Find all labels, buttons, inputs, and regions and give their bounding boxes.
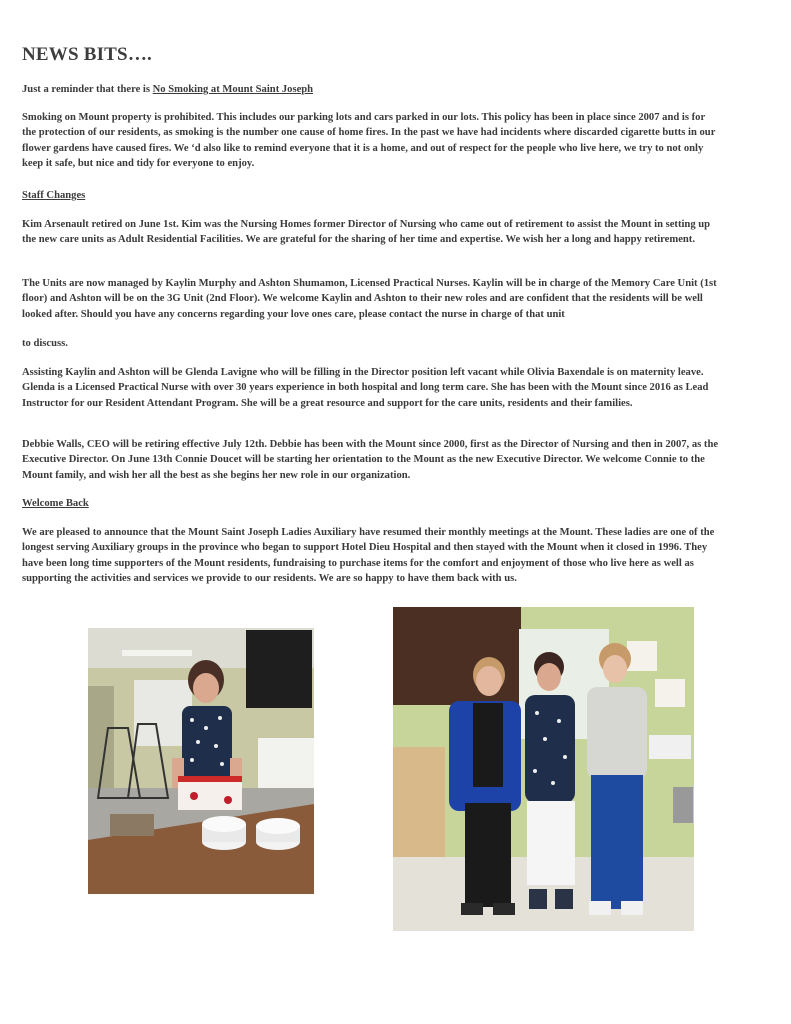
staff-paragraph-units-end: to discuss. bbox=[22, 338, 68, 349]
no-smoking-heading: No Smoking at Mount Saint Joseph bbox=[152, 84, 314, 95]
retirement-cake-photo bbox=[88, 628, 314, 894]
staff-paragraph-glenda: Assisting Kaylin and Ashton will be Glenda Lavigne who will be filling in the Director position left vacant while Olivia Baxendale is on maternity leave. Glenda is a Licensed Practical Nurse with over 30 years experience in both hospital and long term care. She has been with the Mount since 2016 as Lead Instructor for our Resident Attendant Program. She will be a great resource and support for the care units, residents and their families. bbox=[22, 367, 709, 409]
no-smoking-reminder bbox=[22, 82, 720, 97]
photo-retirement-cake-icon bbox=[88, 628, 314, 894]
page-title: NEWS BITS…. bbox=[22, 44, 152, 65]
smoking-paragraph: Smoking on Mount property is prohibited. This includes our parking lots and cars parked in our lots. This policy has been in place since 2007 and is for the protection of our residents, as smoking is the number one cause of home fires. In the past we have had incidents where discarded cigarette butts in our flower gardens have caused fires. We ‘d also like to remind everyone that it is a home, and out of respect for the people who live here, we try to not only keep it safe, but nice and tidy for everyone to enjoy. bbox=[22, 112, 716, 169]
staff-changes-heading: Staff Changes bbox=[22, 190, 86, 201]
welcome-back-paragraph: We are pleased to announce that the Mount Saint Joseph Ladies Auxiliary have resumed their monthly meetings at the Mount. These ladies are one of the longest serving Auxiliary groups in the province who began to support Hotel Dieu Hospital and then stayed with the Mount when it closed in 1996. They have been long time supporters of the Mount residents, fundraising to purchase items for the comfort and enjoyment of those who live here as well as supporting the activities and services we provide to our residents. We are so happy to have them back with us. bbox=[22, 527, 715, 584]
staff-paragraph-units: The Units are now managed by Kaylin Murphy and Ashton Shumamon, Licensed Practical Nurses. Kaylin will be in charge of the Memory Care Unit (1st floor) and Ashton will be on the 3G Unit (2nd Floor). We welcome Kaylin and Ashton to their new roles and are confident that the residents will be well looked after. Should you have any concerns regarding your love ones care, please contact the nurse in charge of that unit bbox=[22, 278, 717, 320]
staff-paragraph-debbie: Debbie Walls, CEO will be retiring effective July 12th. Debbie has been with the Mount since 2000, first as the Director of Nursing and then in 2007, as the Executive Director. On June 13th Connie Doucet will be starting her orientation to the Mount as the new Executive Director. We welcome Connie to the Mount family, and wish her all the best as she begins her new role in our organization. bbox=[22, 439, 719, 481]
staff-paragraph-retirement: Kim Arsenault retired on June 1st. Kim was the Nursing Homes former Director of Nursing who came out of retirement to assist the Mount in setting up the new care units as Adult Residential Facilities. We are grateful for the sharing of her time and expertise. We wish her a long and happy retirement. bbox=[22, 219, 711, 246]
welcome-back-heading: Welcome Back bbox=[22, 498, 89, 509]
three-staff-photo bbox=[393, 607, 694, 931]
photo-three-staff-icon bbox=[393, 607, 694, 931]
reminder-prefix: Just a reminder that there is bbox=[22, 84, 153, 95]
